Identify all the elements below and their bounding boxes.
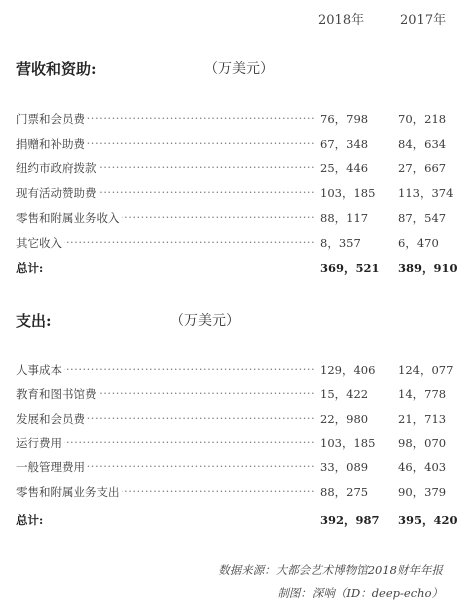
revenue-unit-label: （万美元） <box>204 61 274 77</box>
value-2018: 22，980 <box>320 411 369 426</box>
value-2017: 98，070 <box>398 435 447 450</box>
value-2018: 8，357 <box>320 235 361 250</box>
value-2018: 33，089 <box>320 460 369 475</box>
total-2017: 395，420 <box>398 513 458 527</box>
table-row <box>16 386 456 406</box>
row-label: 运行费用 <box>16 435 62 450</box>
total-row <box>16 260 456 280</box>
column-header-2018: 2018年 <box>318 13 365 28</box>
value-2017: 6，470 <box>398 235 439 250</box>
row-label: 人事成本 <box>16 363 62 377</box>
total-label: 总计: <box>16 513 44 527</box>
table-row <box>16 459 456 479</box>
table-row <box>16 136 456 156</box>
row-label: 纽约市政府拨款 <box>16 161 97 176</box>
expense-section-title: 支出: <box>16 312 52 330</box>
value-2018: 76，798 <box>320 112 369 126</box>
value-2017: 113，374 <box>398 186 454 201</box>
total-label: 总计: <box>16 261 44 275</box>
data-source-note: 数据来源：大都会艺术博物馆2018财年年报 <box>218 563 443 577</box>
value-2018: 103，185 <box>320 186 376 201</box>
table-row <box>16 411 456 431</box>
value-2018: 15，422 <box>320 387 369 402</box>
table-row <box>16 435 456 455</box>
row-label: 其它收入 <box>16 235 62 250</box>
row-label: 零售和附属业务收入 <box>16 210 120 225</box>
value-2018: 88，275 <box>320 484 369 499</box>
row-label: 捐赠和补助费 <box>16 136 85 151</box>
total-row <box>16 512 456 532</box>
value-2017: 27，667 <box>398 161 447 176</box>
column-header-2017: 2017年 <box>400 13 447 28</box>
revenue-section-title: 营收和资助: <box>16 60 97 78</box>
table-row <box>16 484 456 504</box>
table-row <box>16 111 456 131</box>
table-row <box>16 362 456 382</box>
table-row <box>16 210 456 230</box>
value-2018: 25，446 <box>320 161 369 176</box>
value-2018: 103，185 <box>320 435 376 450</box>
value-2017: 124，077 <box>398 363 454 377</box>
expense-unit-label: （万美元） <box>170 313 240 329</box>
total-2018: 392，987 <box>320 513 380 527</box>
value-2017: 14，778 <box>398 387 447 402</box>
value-2018: 129，406 <box>320 363 376 377</box>
row-label: 教育和图书馆费 <box>16 387 97 402</box>
value-2017: 87，547 <box>398 210 447 225</box>
total-2017: 389，910 <box>398 261 458 275</box>
value-2017: 21，713 <box>398 411 447 426</box>
value-2017: 70，218 <box>398 112 447 126</box>
value-2017: 84，634 <box>398 136 447 151</box>
row-label: 零售和附属业务支出 <box>16 484 120 499</box>
value-2017: 46，403 <box>398 460 447 475</box>
row-label: 现有活动赞助费 <box>16 186 97 201</box>
total-2018: 369，521 <box>320 261 380 275</box>
row-label: 一般管理费用 <box>16 460 85 475</box>
table-row <box>16 185 456 205</box>
value-2017: 90，379 <box>398 484 447 499</box>
table-row <box>16 235 456 255</box>
value-2018: 67，348 <box>320 136 369 151</box>
value-2018: 88，117 <box>320 210 369 225</box>
table-row <box>16 160 456 180</box>
chart-credit-note: 制图：深响（ID：deep-echo） <box>277 586 443 600</box>
row-label: 门票和会员费 <box>16 112 85 126</box>
row-label: 发展和会员费 <box>16 411 85 426</box>
